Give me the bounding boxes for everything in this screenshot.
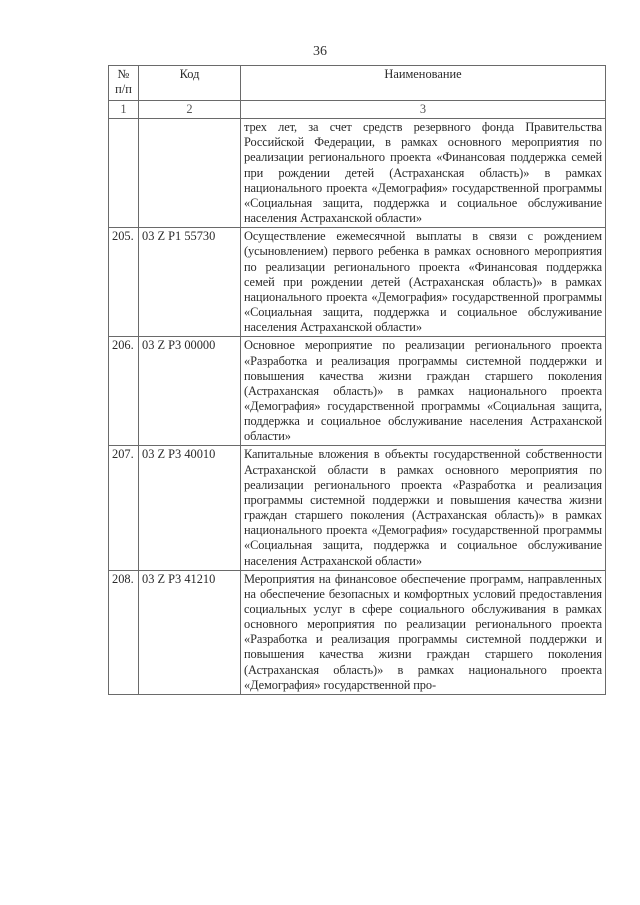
row-code: 03 Z P3 41210 [139,570,241,694]
column-index-row [109,101,606,119]
header-code: Код [139,66,241,101]
row-name: Основное мероприятие по реализации регионального проекта «Разработка и реализация программы системной поддержки и повышения качества жизни граждан старшего поколения (Астраханская область)» в рамках национального проекта «Демография» государственной программы «Социальная защита, поддержка и социальное обслуживание населения Астраханской области» [241,337,606,446]
row-code: 03 Z P3 40010 [139,446,241,570]
row-name: Мероприятия на финансовое обеспечение программ, направленных на обеспечение безопасных и комфортных условий предоставления социальных услуг в сфере социального обслуживания в рамках основного мероприятия по реализации регионального проекта «Разработка и реализация программы системной поддержки и повышения качества жизни граждан старшего поколения (Астраханская область)» в рамках национального проекта «Демография» государственной про- [241,570,606,694]
row-number: 206. [109,337,139,446]
table-row [109,119,606,228]
column-index-2: 2 [139,101,241,119]
row-number: 207. [109,446,139,570]
table-header-row [109,66,606,101]
table-row [109,228,606,337]
table-row [109,337,606,446]
table-row [109,570,606,694]
row-number: 208. [109,570,139,694]
row-number: 205. [109,228,139,337]
row-number [109,119,139,228]
row-code: 03 Z P3 00000 [139,337,241,446]
header-name: Наименование [241,66,606,101]
page-number: 36 [313,44,327,59]
column-index-1: 1 [109,101,139,119]
header-num: № п/п [109,66,139,101]
row-name: Осуществление ежемесячной выплаты в связи с рождением (усыновлением) первого ребенка в рамках основного мероприятия по реализации регионального проекта «Финансовая поддержка семей при рождении детей (Астраханская область)» в рамках национального проекта «Демография» государственной программы «Социальная защита, поддержка и социальное обслуживание населения Астраханской области» [241,228,606,337]
row-name: Капитальные вложения в объекты государственной собственности Астраханской области в рамках основного мероприятия по реализации регионального проекта «Разработка и реализация программы системной поддержки и повышения качества жизни граждан старшего поколения (Астраханская область)» в рамках национального проекта «Демография» государственной программы «Социальная защита, поддержка и социальное обслуживание населения Астраханской области» [241,446,606,570]
row-code: 03 Z P1 55730 [139,228,241,337]
column-index-3: 3 [241,101,606,119]
budget-classification-table [108,65,606,695]
row-code [139,119,241,228]
table-row [109,446,606,570]
row-name: трех лет, за счет средств резервного фонда Правительства Российской Федерации, в рамках основного мероприятия по реализации регионального проекта «Финансовая поддержка семей при рождении детей (Астраханская область)» в рамках национального проекта «Демография» государственной программы «Социальная защита, поддержка и социальное обслуживание населения Астраханской области» [241,119,606,228]
